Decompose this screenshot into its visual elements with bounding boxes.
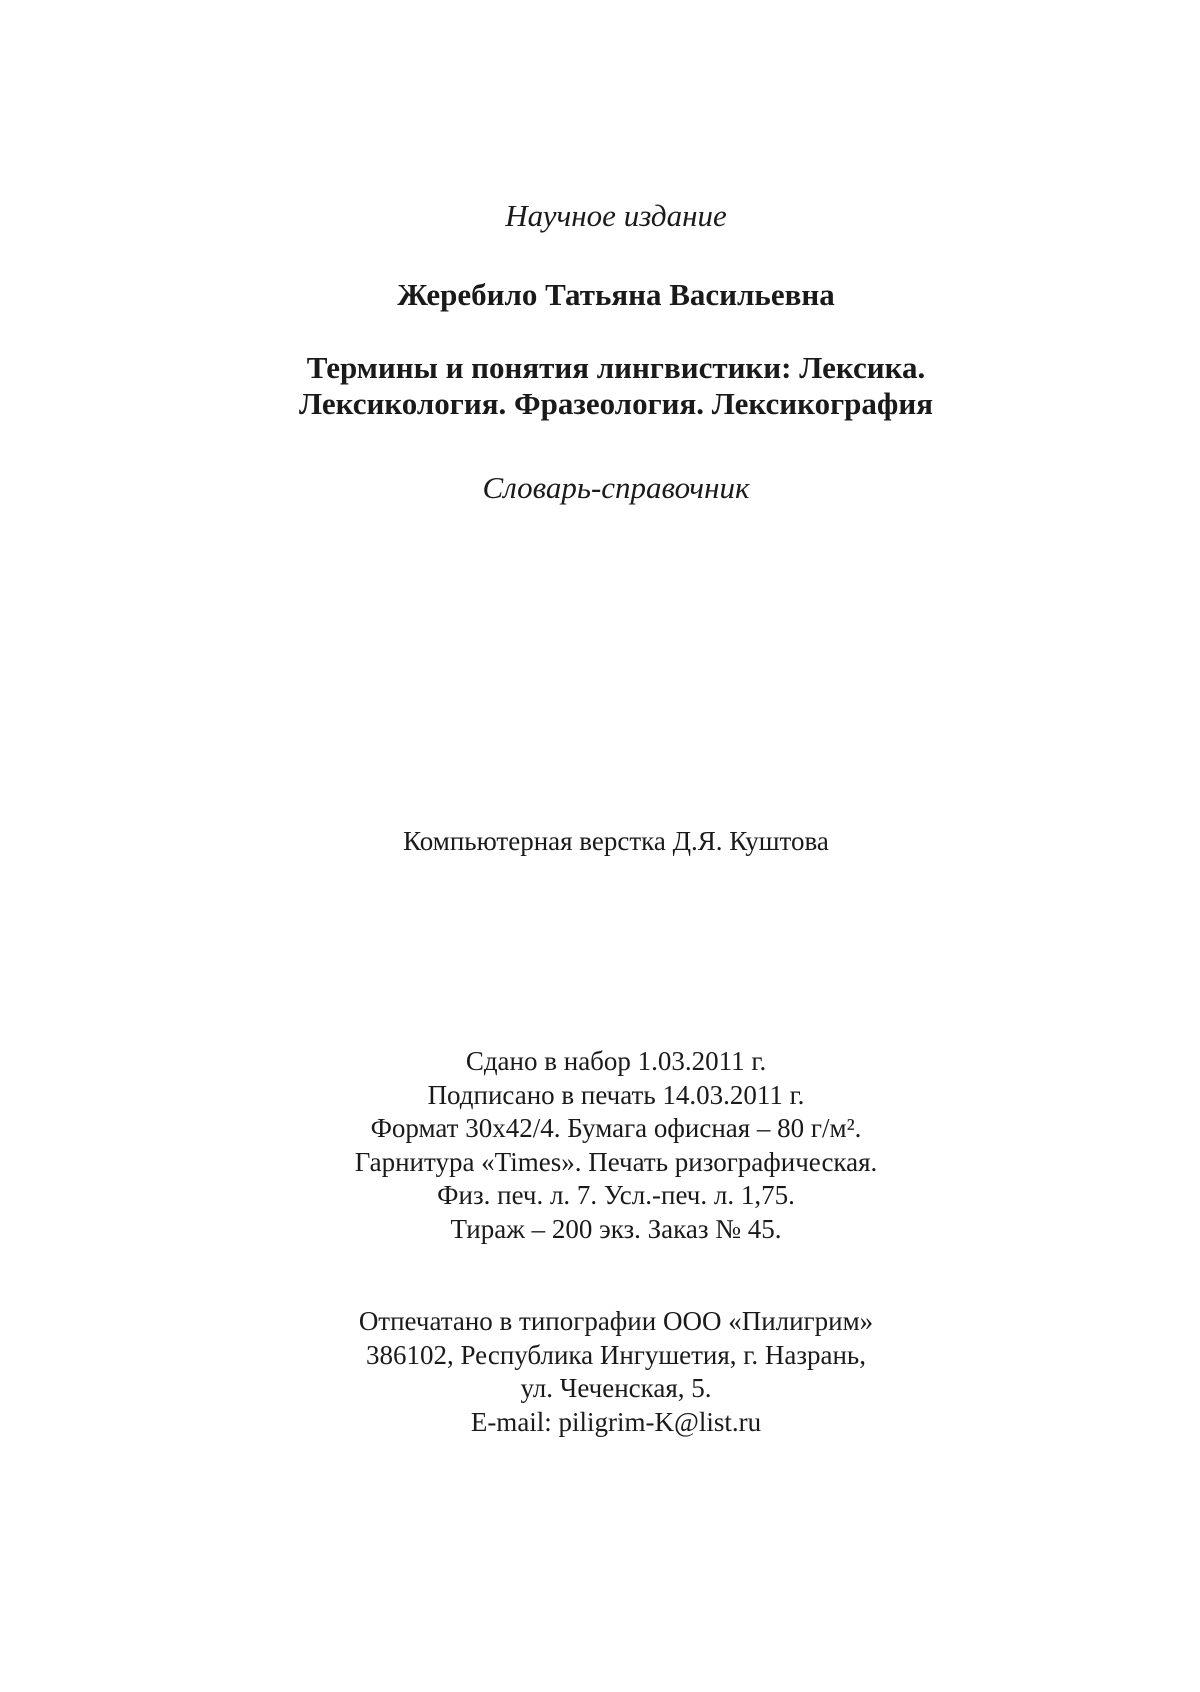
printer-line: Отпечатано в типографии ООО «Пилигрим» xyxy=(358,1306,874,1336)
printer-email: E-mail: piligrim-K@list.ru xyxy=(470,1406,762,1437)
book-genre: Словарь-справочник xyxy=(482,470,750,505)
printer-line: ул. Чеченская, 5. xyxy=(520,1373,712,1403)
printer-block xyxy=(0,1305,1200,1439)
book-title-line: Термины и понятия лингвистики: Лексика. xyxy=(306,350,926,385)
book-title xyxy=(0,350,1200,422)
imprint-line: Гарнитура «Times». Печать ризографическая. xyxy=(354,1146,878,1177)
imprint-line: Сдано в набор 1.03.2011 г. xyxy=(465,1046,767,1076)
imprint-line: Тираж – 200 экз. Заказ № 45. xyxy=(450,1213,782,1244)
imprint-line: Подписано в печать 14.03.2011 г. xyxy=(427,1079,805,1110)
printer-line: 386102, Республика Ингушетия, г. Назрань, xyxy=(366,1339,866,1370)
book-title-line: Лексикология. Фразеология. Лексикография xyxy=(299,386,933,421)
layout-credit: Компьютерная верстка Д.Я. Куштова xyxy=(403,826,829,856)
imprint-block xyxy=(0,1045,1200,1246)
author-name: Жеребило Татьяна Васильевна xyxy=(397,277,835,312)
imprint-line: Формат 30х42/4. Бумага офисная – 80 г/м². xyxy=(370,1113,862,1143)
imprint-line: Физ. печ. л. 7. Усл.-печ. л. 1,75. xyxy=(437,1180,795,1210)
edition-type: Научное издание xyxy=(505,198,727,233)
